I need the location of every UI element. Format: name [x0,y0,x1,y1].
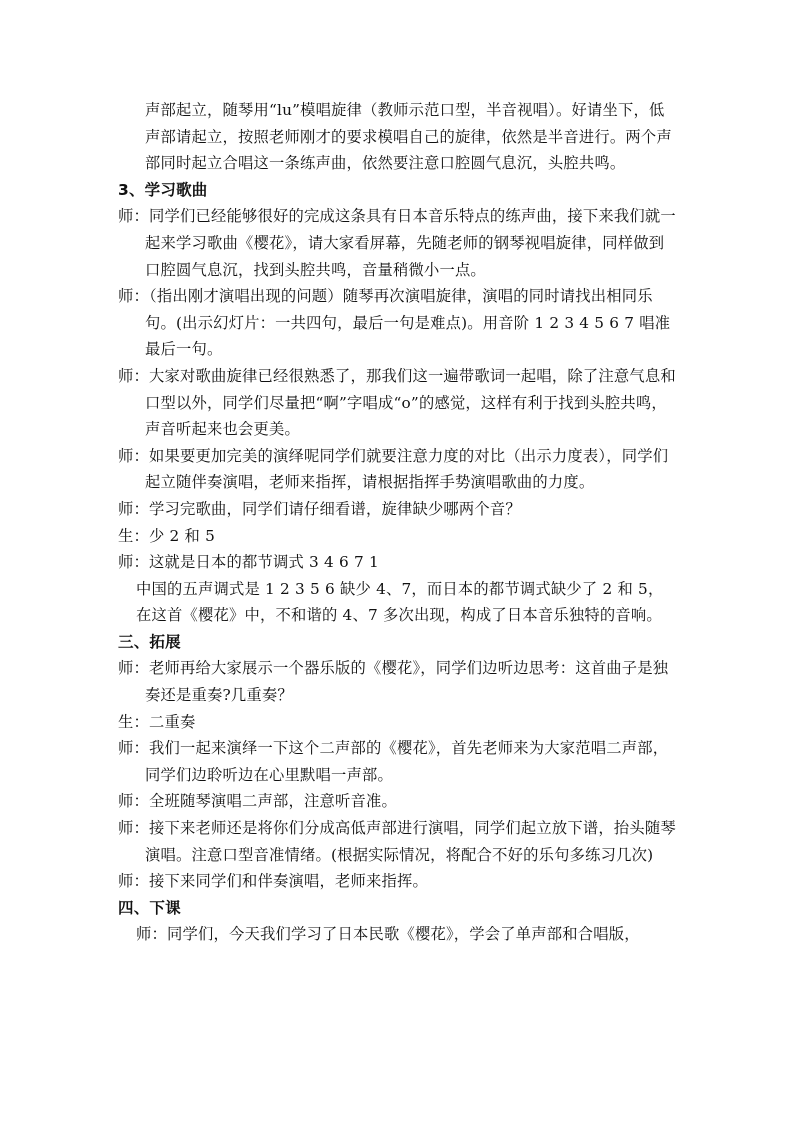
paragraph-mode-explanation: 中国的五声调式是 1 2 3 5 6 缺少 4、7，而日本的都节调式缺少了 2 和 5，在这首《樱花》中，不和谐的 4、7 多次出现，构成了日本音乐独特的音响。 [136,579,664,625]
section-heading-learn-song: 3、学习歌曲 [118,180,208,199]
paragraph-teacher-two-part: 师：我们一起来演绎一下这个二声部的《樱花》，首先老师来为大家范唱二声部，同学们边聆听边在心里默唱一声部。 [118,739,669,784]
paragraph-vocal-exercise: 声部起立，随琴用“lu”模唱旋律（教师示范口型，半音视唱）。好请坐下，低声部请起立，按照老师刚才的要求模唱自己的旋律，依然是半音进行。两个声部同时起立合唱这一条练声曲，依然要注意口腔圆气息沉，头腔共鸣。 [145,101,672,173]
paragraph-teacher-groups: 师：接下来老师还是将你们分成高低声部进行演唱，同学们起立放下谱，抬头随琴演唱。注意口型音准情绪。(根据实际情况，将配合不好的乐句多练习几次) [118,819,676,864]
paragraph-teacher-mode: 师：这就是日本的都节调式 3 4 6 7 1 [118,553,379,572]
paragraph-teacher-class-sing: 师：全班随琴演唱二声部，注意听音准。 [118,792,397,811]
section-heading-extension: 三、拓展 [118,632,181,651]
paragraph-teacher-melody: 师：（指出刚才演唱出现的问题）随琴再次演唱旋律，演唱的同时请找出相同乐句。(出示幻灯片：一共四句，最后一句是难点)。用音阶 1 2 3 4 5 6 7 唱准最后一句。 [118,287,671,359]
section-heading-end-class: 四、下课 [118,898,181,917]
paragraph-student-answer: 生：少 2 和 5 [118,526,216,545]
paragraph-teacher-question: 师：学习完歌曲，同学们请仔细看谱，旋律缺少哪两个音？ [118,499,521,518]
paragraph-teacher-dynamics: 师：如果要更加完美的演绎呢同学们就要注意力度的对比（出示力度表），同学们起立随伴奏演唱，老师来指挥，请根据指挥手势演唱歌曲的力度。 [118,446,669,492]
paragraph-teacher-summary: 师：同学们，今天我们学习了日本民歌《樱花》，学会了单声部和合唱版， [136,925,640,944]
paragraph-teacher-conduct: 师：接下来同学们和伴奏演唱，老师来指挥。 [118,872,428,891]
paragraph-teacher-instrumental: 师：老师再给大家展示一个器乐版的《樱花》，同学们边听边思考：这首曲子是独奏还是重奏?几重奏？ [118,659,669,705]
paragraph-teacher-intro-song: 师：同学们已经能够很好的完成这条具有日本音乐特点的练声曲，接下来我们就一起来学习歌曲《樱花》，请大家看屏幕，先随老师的钢琴视唱旋律，同样做到口腔圆气息沉，找到头腔共鸣，音量稍微小一点。 [118,207,676,279]
paragraph-teacher-lyrics: 师：大家对歌曲旋律已经很熟悉了，那我们这一遍带歌词一起唱，除了注意气息和口型以外，同学们尽量把“啊”字唱成“o”的感觉，这样有利于找到头腔共鸣，声音听起来也会更美。 [118,366,676,439]
document-body [118,97,678,948]
paragraph-student-duet: 生：二重奏 [118,712,196,731]
